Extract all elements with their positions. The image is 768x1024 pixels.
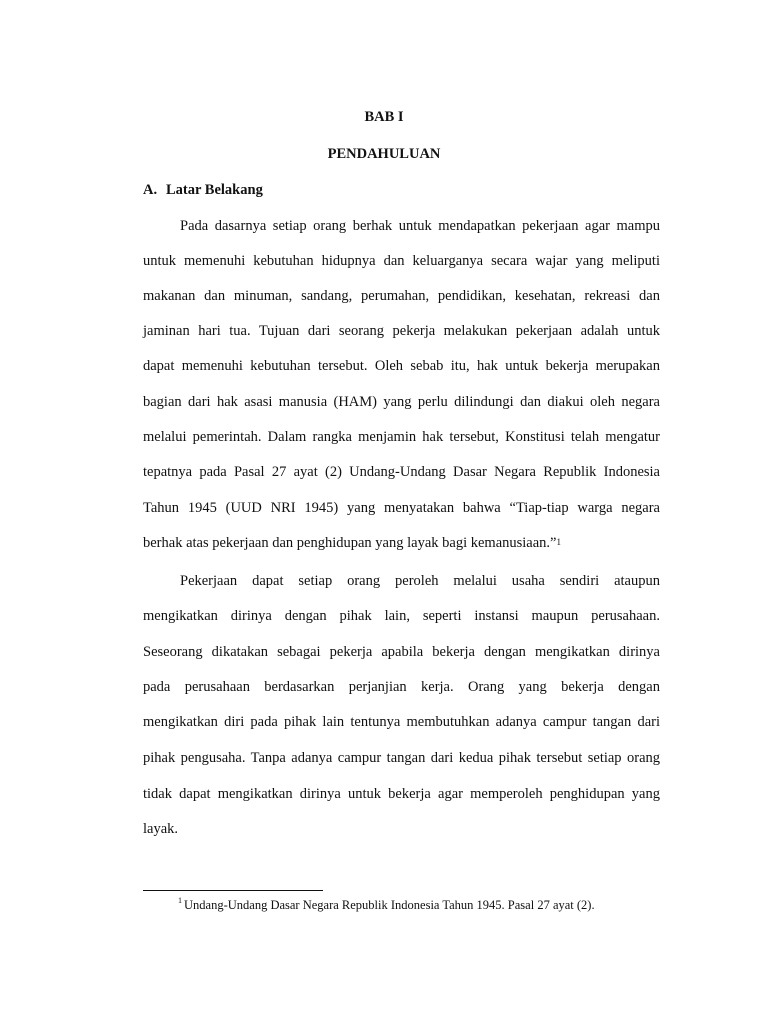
paragraph-line: mengikatkan diri pada pihak lain tentunya membutuhkan adanya campur tangan dari bbox=[143, 714, 660, 730]
paragraph-line: tidak dapat mengikatkan dirinya untuk bekerja agar memperoleh penghidupan yang bbox=[143, 786, 660, 802]
paragraph-line: Pada dasarnya setiap orang berhak untuk mendapatkan pekerjaan agar mampu bbox=[180, 218, 660, 234]
section-title: Latar Belakang bbox=[166, 182, 263, 198]
footnote-text: Undang-Undang Dasar Negara Republik Indonesia Tahun 1945. Pasal 27 ayat (2). bbox=[184, 898, 595, 913]
paragraph-line: untuk memenuhi kebutuhan hidupnya dan keluarganya secara wajar yang meliputi bbox=[143, 253, 660, 269]
section-number: A. bbox=[143, 182, 158, 198]
paragraph-line: tepatnya pada Pasal 27 ayat (2) Undang-Undang Dasar Negara Republik Indonesia bbox=[143, 464, 660, 480]
paragraph-line: layak. bbox=[143, 821, 179, 837]
chapter-number: BAB I bbox=[364, 109, 404, 125]
paragraph-line-text: berhak atas pekerjaan dan penghidupan yang layak bagi kemanusiaan.” bbox=[143, 535, 557, 551]
paragraph-line: Seseorang dikatakan sebagai pekerja apabila bekerja dengan mengikatkan dirinya bbox=[143, 644, 660, 660]
paragraph-line: Pekerjaan dapat setiap orang peroleh melalui usaha sendiri ataupun bbox=[180, 573, 660, 589]
paragraph-line: dapat memenuhi kebutuhan tersebut. Oleh sebab itu, hak untuk bekerja merupakan bbox=[143, 358, 660, 374]
paragraph-line: makanan dan minuman, sandang, perumahan, pendidikan, kesehatan, rekreasi dan bbox=[143, 288, 660, 304]
footnote-separator bbox=[143, 890, 323, 891]
footnote-marker[interactable]: 1 bbox=[556, 537, 561, 547]
footnote-number: 1 bbox=[178, 896, 182, 905]
paragraph-line: jaminan hari tua. Tujuan dari seorang pekerja melakukan pekerjaan adalah untuk bbox=[143, 323, 660, 339]
paragraph-line: bagian dari hak asasi manusia (HAM) yang perlu dilindungi dan diakui oleh negara bbox=[143, 394, 660, 410]
footnote bbox=[178, 897, 595, 913]
paragraph-line: pada perusahaan berdasarkan perjanjian kerja. Orang yang bekerja dengan bbox=[143, 679, 660, 695]
chapter-title: PENDAHULUAN bbox=[327, 146, 441, 162]
paragraph-line: mengikatkan dirinya dengan pihak lain, seperti instansi maupun perusahaan. bbox=[143, 608, 660, 624]
paragraph-line: melalui pemerintah. Dalam rangka menjamin hak tersebut, Konstitusi telah mengatur bbox=[143, 429, 660, 445]
section-heading bbox=[143, 182, 263, 199]
paragraph-line: Tahun 1945 (UUD NRI 1945) yang menyatakan bahwa “Tiap-tiap warga negara bbox=[143, 500, 660, 516]
paragraph-line: pihak pengusaha. Tanpa adanya campur tangan dari kedua pihak tersebut setiap orang bbox=[143, 750, 660, 766]
paragraph-line bbox=[143, 533, 660, 553]
